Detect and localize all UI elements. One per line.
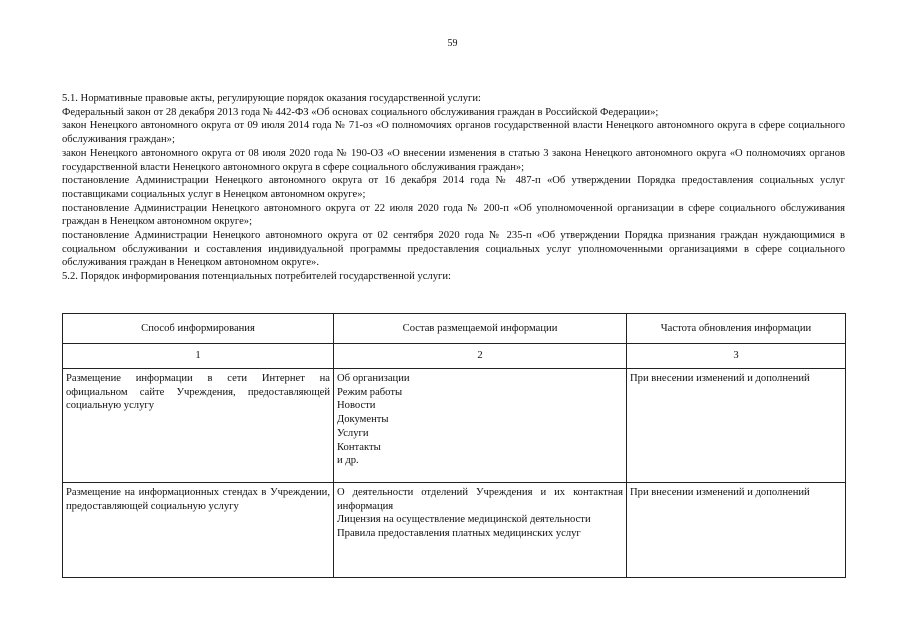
content-line: О деятельности отделений Учреждения и их контактная информация xyxy=(337,487,623,512)
paragraph-section-5-2-heading: 5.2. Порядок информирования потенциальных потребителей государственной услуги: xyxy=(62,271,451,283)
content-line: Правила предоставления платных медицинских услуг xyxy=(337,528,581,540)
content-line: Об организации xyxy=(337,373,410,384)
paragraph-federal-law-442: Федеральный закон от 28 декабря 2013 года № 442-ФЗ «Об основах социального обслуживания граждан в Российской Федерации»; xyxy=(62,106,659,118)
content-line: Услуги xyxy=(337,427,369,439)
paragraph-resolution-200-p: постановление Администрации Ненецкого автономного округа от 22 июля 2020 года № 200-п «Об уполномоченной организации в сфере социального обслуживания граждан в Ненецком автономном округе»; xyxy=(62,202,845,228)
document-body xyxy=(62,92,845,284)
table-row xyxy=(63,483,846,578)
content-cell xyxy=(334,369,627,483)
paragraph-section-5-1-heading: 5.1. Нормативные правовые акты, регулирующие порядок оказания государственной услуги: xyxy=(62,93,481,104)
column-number-1: 1 xyxy=(63,344,334,369)
table-row xyxy=(63,369,846,483)
column-header-method: Способ информирования xyxy=(63,314,334,344)
frequency-cell: При внесении изменений и дополнений xyxy=(627,369,846,483)
paragraph-resolution-235-p: постановление Администрации Ненецкого автономного округа от 02 сентября 2020 года № 235-п «Об утверждении Порядка признания граждан нуждающимися в социальном обслуживании и составления индивидуальной программы предоставления социальных услуг уполномоченными организациями в сфере социального обслуживания граждан в Ненецком автономном округе». xyxy=(62,230,845,269)
informing-table xyxy=(62,313,846,578)
table-header-row xyxy=(63,314,846,344)
content-line: Лицензия на осуществление медицинской деятельности xyxy=(337,514,591,526)
page-number: 59 xyxy=(447,38,458,49)
paragraph-law-71-oz: закон Ненецкого автономного округа от 09 июля 2014 года № 71-оз «О полномочиях органов государственной власти Ненецкого автономного округа в сфере социального обслуживания граждан»; xyxy=(62,120,845,146)
content-line: Режим работы xyxy=(337,386,403,398)
method-cell: Размещение на информационных стендах в Учреждении, предоставляющей социальную услугу xyxy=(63,483,334,578)
paragraph-resolution-487-p: постановление Администрации Ненецкого автономного округа от 16 декабря 2014 года № 487-п «Об утверждении Порядка предоставления социальных услуг поставщиками социальных услуг в Ненецком автономном округе»; xyxy=(62,175,845,200)
content-line: и др. xyxy=(337,455,359,467)
column-number-3: 3 xyxy=(627,344,846,369)
content-line: Документы xyxy=(337,414,389,426)
content-cell xyxy=(334,483,627,578)
method-cell: Размещение информации в сети Интернет на официальном сайте Учреждения, предоставляющей социальную услугу xyxy=(63,369,334,483)
column-header-content: Состав размещаемой информации xyxy=(334,314,627,344)
content-line: Контакты xyxy=(337,441,381,453)
table-number-row xyxy=(63,344,846,369)
content-line: Новости xyxy=(337,400,376,412)
frequency-cell: При внесении изменений и дополнений xyxy=(627,483,846,578)
paragraph-law-190-oz: закон Ненецкого автономного округа от 08 июля 2020 года № 190-ОЗ «О внесении изменения в статью 3 закона Ненецкого автономного округа «О полномочиях органов государственной власти Ненецкого автономного округа в сфере социального обслуживания граждан»; xyxy=(62,147,845,173)
column-header-frequency: Частота обновления информации xyxy=(627,314,846,344)
column-number-2: 2 xyxy=(334,344,627,369)
